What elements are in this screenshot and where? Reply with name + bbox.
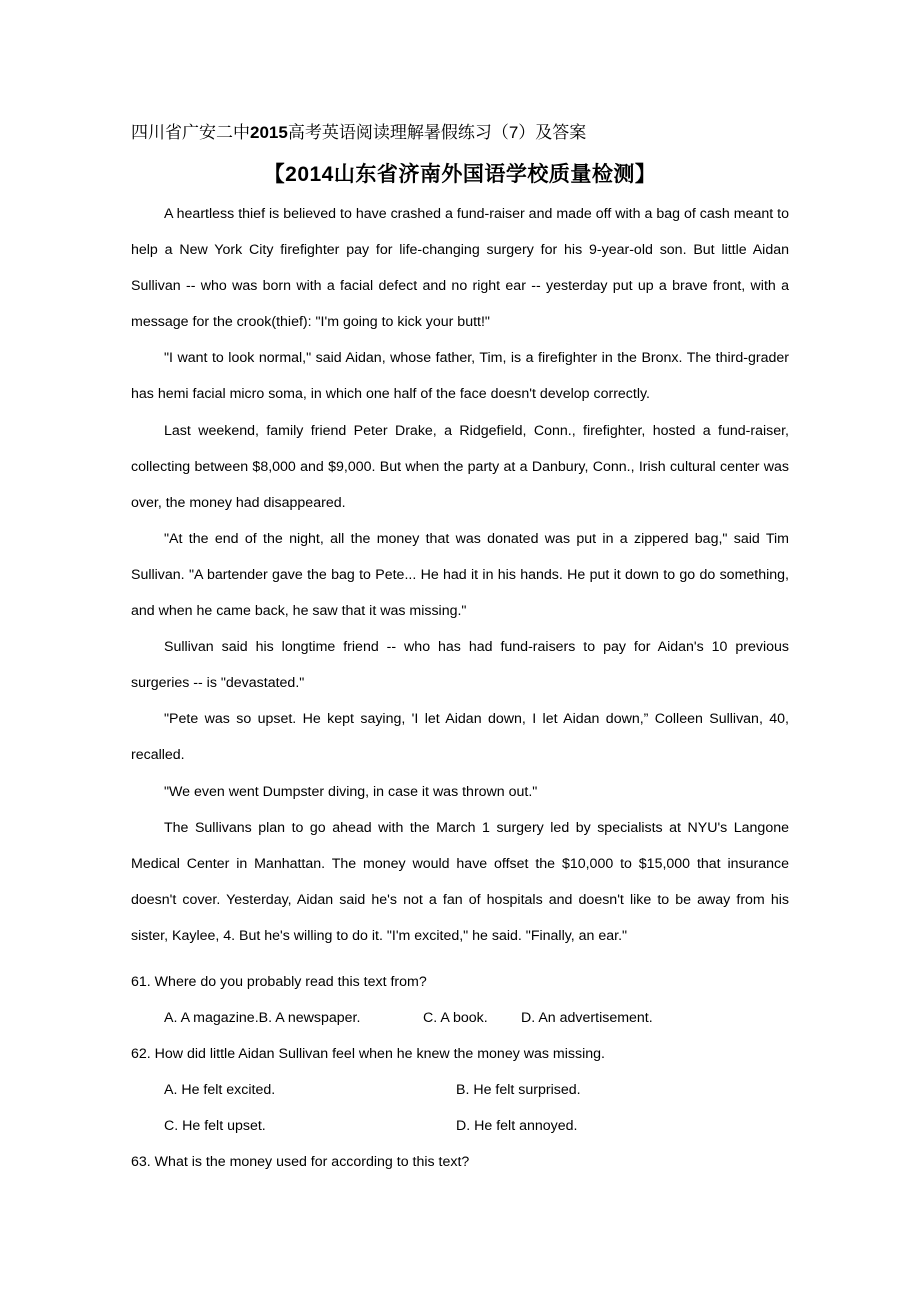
paragraph: Last weekend, family friend Peter Drake, a Ridgefield, Conn., firefighter, hosted a fund-raiser, collecting between $8,000 and $9,000. But when the party at a Danbury, Conn., Irish cultural center was over, the money had disappeared. [131, 422, 789, 511]
paragraph: "At the end of the night, all the money that was donated was put in a zippered bag," said Tim Sullivan. "A bartender gave the bag to Pete... He had it in his hands. He put it down to go do something, and when he came back, he saw that it was missing." [131, 530, 789, 620]
option-61-c: C. A book. [423, 1010, 488, 1026]
option-62-c: C. He felt upset. [164, 1118, 266, 1134]
title-prefix: 四川省广安二中 [131, 123, 250, 142]
paragraph: Sullivan said his longtime friend -- who has had fund-raisers to pay for Aidan's 10 previous surgeries -- is "devastated." [131, 639, 789, 692]
paragraph: "We even went Dumpster diving, in case it was thrown out." [164, 783, 538, 800]
paragraph: "I want to look normal," said Aidan, whose father, Tim, is a firefighter in the Bronx. The third-grader has hemi facial micro soma, in which one half of the face doesn't develop correctly. [131, 350, 789, 403]
paragraph: The Sullivans plan to go ahead with the March 1 surgery led by specialists at NYU's Langone Medical Center in Manhattan. The money would have offset the $10,000 to $15,000 that insurance doesn't cover. Yesterday, Aidan said he's not a fan of hospitals and doesn't like to be away from his sister, Kaylee, 4. But he's willing to do it. "I'm excited," he said. "Finally, an ear." [131, 819, 789, 944]
paragraph: A heartless thief is believed to have crashed a fund-raiser and made off with a bag of cash meant to help a New York City firefighter pay for life-changing surgery for his 9-year-old son. But little Aidan Sullivan -- who was born with a facial defect and no right ear -- yesterday put up a brave front, with a message for the crook(thief): "I'm going to kick your butt!" [131, 206, 789, 331]
paragraph: "Pete was so upset. He kept saying, 'I let Aidan down, I let Aidan down,” Colleen Sullivan, 40, recalled. [131, 711, 789, 764]
question-61: 61. Where do you probably read this text from? [131, 974, 427, 990]
question-63: 63. What is the money used for according to this text? [131, 1154, 470, 1170]
title-year: 2015 [250, 123, 288, 142]
option-62-a: A. He felt excited. [164, 1082, 276, 1098]
option-61-d: D. An advertisement. [521, 1010, 653, 1026]
reading-passage [131, 196, 789, 954]
option-62-d: D. He felt annoyed. [456, 1118, 578, 1134]
document-title [131, 118, 586, 143]
document-subtitle: 【2014山东省济南外国语学校质量检测】 [263, 163, 657, 186]
option-62-b: B. He felt surprised. [456, 1082, 581, 1098]
question-62: 62. How did little Aidan Sullivan feel when he knew the money was missing. [131, 1046, 605, 1062]
title-suffix: 高考英语阅读理解暑假练习（7）及答案 [287, 123, 587, 142]
option-61-ab: A. A magazine.B. A newspaper. [164, 1010, 361, 1026]
